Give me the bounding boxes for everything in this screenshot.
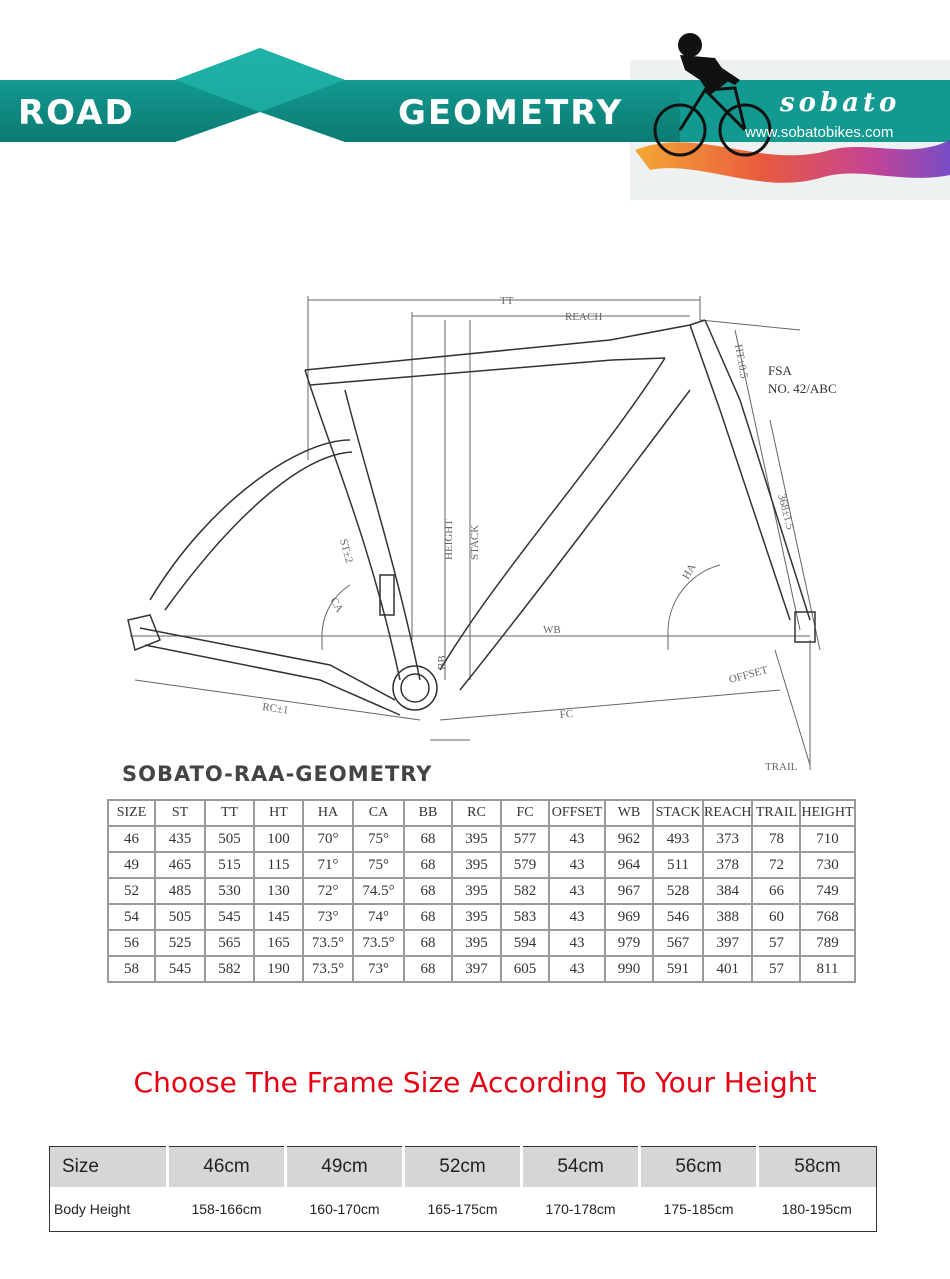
- geometry-row: [108, 956, 855, 982]
- trail-label: TRAIL: [765, 761, 798, 770]
- geometry-cell: 75°: [353, 826, 404, 852]
- bb-label: BB: [436, 655, 448, 670]
- geometry-cell: 60: [752, 904, 800, 930]
- website-url: www.sobatobikes.com: [745, 124, 894, 141]
- geometry-cell: 397: [452, 956, 501, 982]
- geometry-cell: 710: [800, 826, 854, 852]
- geometry-cell: 71°: [303, 852, 353, 878]
- size-guide-table: [49, 1146, 877, 1232]
- geometry-cell: 73.5°: [303, 956, 353, 982]
- geometry-cell: 130: [254, 878, 303, 904]
- geometry-cell: 75°: [353, 852, 404, 878]
- tt-label: TT: [500, 295, 514, 307]
- size-row: [50, 1147, 877, 1188]
- height-cell: 175-185cm: [640, 1187, 758, 1232]
- geometry-cell: 190: [254, 956, 303, 982]
- geometry-cell: 56: [108, 930, 155, 956]
- header-banner: [0, 0, 950, 210]
- geometry-cell: 546: [653, 904, 703, 930]
- geometry-cell: 969: [605, 904, 653, 930]
- geometry-cell: 54: [108, 904, 155, 930]
- geometry-cell: 579: [501, 852, 549, 878]
- size-cell: 46cm: [168, 1147, 286, 1188]
- ha-label: HA: [680, 561, 699, 582]
- column-header: SIZE: [108, 800, 155, 826]
- geometry-cell: 811: [800, 956, 854, 982]
- geometry-cell: 49: [108, 852, 155, 878]
- geometry-cell: 70°: [303, 826, 353, 852]
- geometry-cell: 43: [549, 930, 605, 956]
- height-cell: 170-178cm: [522, 1187, 640, 1232]
- geometry-cell: 46: [108, 826, 155, 852]
- column-header: CA: [353, 800, 404, 826]
- geometry-row: [108, 852, 855, 878]
- offset-label: OFFSET: [727, 664, 770, 686]
- geometry-cell: 384: [703, 878, 752, 904]
- geometry-cell: 68: [404, 904, 452, 930]
- geometry-cell: 73°: [353, 956, 404, 982]
- geometry-cell: 990: [605, 956, 653, 982]
- geometry-cell: 57: [752, 930, 800, 956]
- geometry-cell: 493: [653, 826, 703, 852]
- geometry-cell: 68: [404, 852, 452, 878]
- column-header: ST: [155, 800, 205, 826]
- column-header: REACH: [703, 800, 752, 826]
- geometry-cell: 66: [752, 878, 800, 904]
- st-label: ST±2: [337, 537, 356, 565]
- geometry-cell: 605: [501, 956, 549, 982]
- geometry-cell: 789: [800, 930, 854, 956]
- geometry-cell: 583: [501, 904, 549, 930]
- geometry-cell: 749: [800, 878, 854, 904]
- size-cell: 54cm: [522, 1147, 640, 1188]
- column-header: FC: [501, 800, 549, 826]
- geometry-table-title: SOBATO-RAA-GEOMETRY: [122, 762, 433, 786]
- geometry-cell: 967: [605, 878, 653, 904]
- headset-label: FSA: [768, 363, 792, 378]
- column-header: TT: [205, 800, 254, 826]
- geometry-cell: 43: [549, 878, 605, 904]
- ht-label: HT±0.5: [732, 343, 750, 380]
- geometry-cell: 43: [549, 852, 605, 878]
- geometry-cell: 74°: [353, 904, 404, 930]
- geometry-cell: 435: [155, 826, 205, 852]
- geometry-cell: 43: [549, 904, 605, 930]
- fc-label: FC: [559, 707, 574, 721]
- geometry-cell: 145: [254, 904, 303, 930]
- reach-label: REACH: [565, 311, 603, 323]
- geometry-cell: 43: [549, 826, 605, 852]
- geometry-cell: 165: [254, 930, 303, 956]
- geometry-cell: 395: [452, 826, 501, 852]
- geometry-cell: 57: [752, 956, 800, 982]
- geometry-cell: 515: [205, 852, 254, 878]
- geometry-cell: 565: [205, 930, 254, 956]
- geometry-row: [108, 930, 855, 956]
- column-header: RC: [452, 800, 501, 826]
- geometry-cell: 74.5°: [353, 878, 404, 904]
- geometry-cell: 58: [108, 956, 155, 982]
- geometry-cell: 68: [404, 878, 452, 904]
- geometry-cell: 577: [501, 826, 549, 852]
- geometry-cell: 582: [501, 878, 549, 904]
- geometry-cell: 72°: [303, 878, 353, 904]
- height-cell: 158-166cm: [168, 1187, 286, 1232]
- geometry-cell: 73.5°: [353, 930, 404, 956]
- geometry-cell: 528: [653, 878, 703, 904]
- geometry-cell: 72: [752, 852, 800, 878]
- column-header: BB: [404, 800, 452, 826]
- geometry-cell: 78: [752, 826, 800, 852]
- geometry-cell: 530: [205, 878, 254, 904]
- frame-geometry-drawing: [0, 210, 950, 770]
- height-cell: 160-170cm: [286, 1187, 404, 1232]
- geometry-cell: 401: [703, 956, 752, 982]
- column-header: OFFSET: [549, 800, 605, 826]
- geometry-table: [107, 799, 856, 983]
- column-header: STACK: [653, 800, 703, 826]
- rc-label: RC±1: [261, 701, 290, 717]
- fork-length-label: 368±1.5: [775, 492, 797, 531]
- brand-logo: sobato: [780, 88, 901, 118]
- body-height-row: [50, 1187, 877, 1232]
- ca-label: CA: [327, 595, 346, 615]
- size-cell: 58cm: [758, 1147, 877, 1188]
- column-header: HEIGHT: [800, 800, 854, 826]
- geometry-row: [108, 826, 855, 852]
- geometry-cell: 525: [155, 930, 205, 956]
- geometry-cell: 768: [800, 904, 854, 930]
- geometry-cell: 545: [155, 956, 205, 982]
- wb-label: WB: [543, 624, 561, 636]
- headset-model-label: NO. 42/ABC: [768, 381, 837, 396]
- stack-label: STACK: [469, 524, 481, 560]
- geometry-cell: 962: [605, 826, 653, 852]
- height-cell: 165-175cm: [404, 1187, 522, 1232]
- geometry-cell: 397: [703, 930, 752, 956]
- column-header: HT: [254, 800, 303, 826]
- road-title: ROAD: [18, 93, 135, 133]
- geometry-cell: 582: [205, 956, 254, 982]
- size-cell: 56cm: [640, 1147, 758, 1188]
- geometry-cell: 395: [452, 878, 501, 904]
- geometry-cell: 68: [404, 930, 452, 956]
- geometry-cell: 591: [653, 956, 703, 982]
- geometry-cell: 979: [605, 930, 653, 956]
- height-label: HEIGHT: [443, 519, 455, 560]
- geometry-cell: 73.5°: [303, 930, 353, 956]
- geometry-header-row: [108, 800, 855, 826]
- geometry-cell: 43: [549, 956, 605, 982]
- geometry-cell: 73°: [303, 904, 353, 930]
- geometry-table-body: [108, 826, 855, 982]
- column-header: TRAIL: [752, 800, 800, 826]
- geometry-row: [108, 904, 855, 930]
- column-header: WB: [605, 800, 653, 826]
- body-height-row-label: Body Height: [50, 1187, 168, 1232]
- geometry-cell: 115: [254, 852, 303, 878]
- geometry-cell: 465: [155, 852, 205, 878]
- geometry-cell: 68: [404, 956, 452, 982]
- geometry-cell: 395: [452, 852, 501, 878]
- geometry-cell: 964: [605, 852, 653, 878]
- geometry-cell: 545: [205, 904, 254, 930]
- size-cell: 52cm: [404, 1147, 522, 1188]
- geometry-cell: 373: [703, 826, 752, 852]
- geometry-cell: 594: [501, 930, 549, 956]
- geometry-cell: 505: [155, 904, 205, 930]
- geometry-cell: 100: [254, 826, 303, 852]
- geometry-cell: 730: [800, 852, 854, 878]
- geometry-cell: 485: [155, 878, 205, 904]
- column-header: HA: [303, 800, 353, 826]
- geometry-cell: 511: [653, 852, 703, 878]
- geometry-cell: 395: [452, 930, 501, 956]
- geometry-cell: 567: [653, 930, 703, 956]
- geometry-row: [108, 878, 855, 904]
- size-cell: 49cm: [286, 1147, 404, 1188]
- geometry-cell: 378: [703, 852, 752, 878]
- geometry-cell: 395: [452, 904, 501, 930]
- height-cell: 180-195cm: [758, 1187, 877, 1232]
- geometry-cell: 52: [108, 878, 155, 904]
- geometry-cell: 505: [205, 826, 254, 852]
- geometry-title: GEOMETRY: [398, 93, 624, 133]
- size-row-label: Size: [50, 1147, 168, 1188]
- geometry-cell: 68: [404, 826, 452, 852]
- size-guide-title: Choose The Frame Size According To Your Height: [133, 1066, 817, 1099]
- geometry-cell: 388: [703, 904, 752, 930]
